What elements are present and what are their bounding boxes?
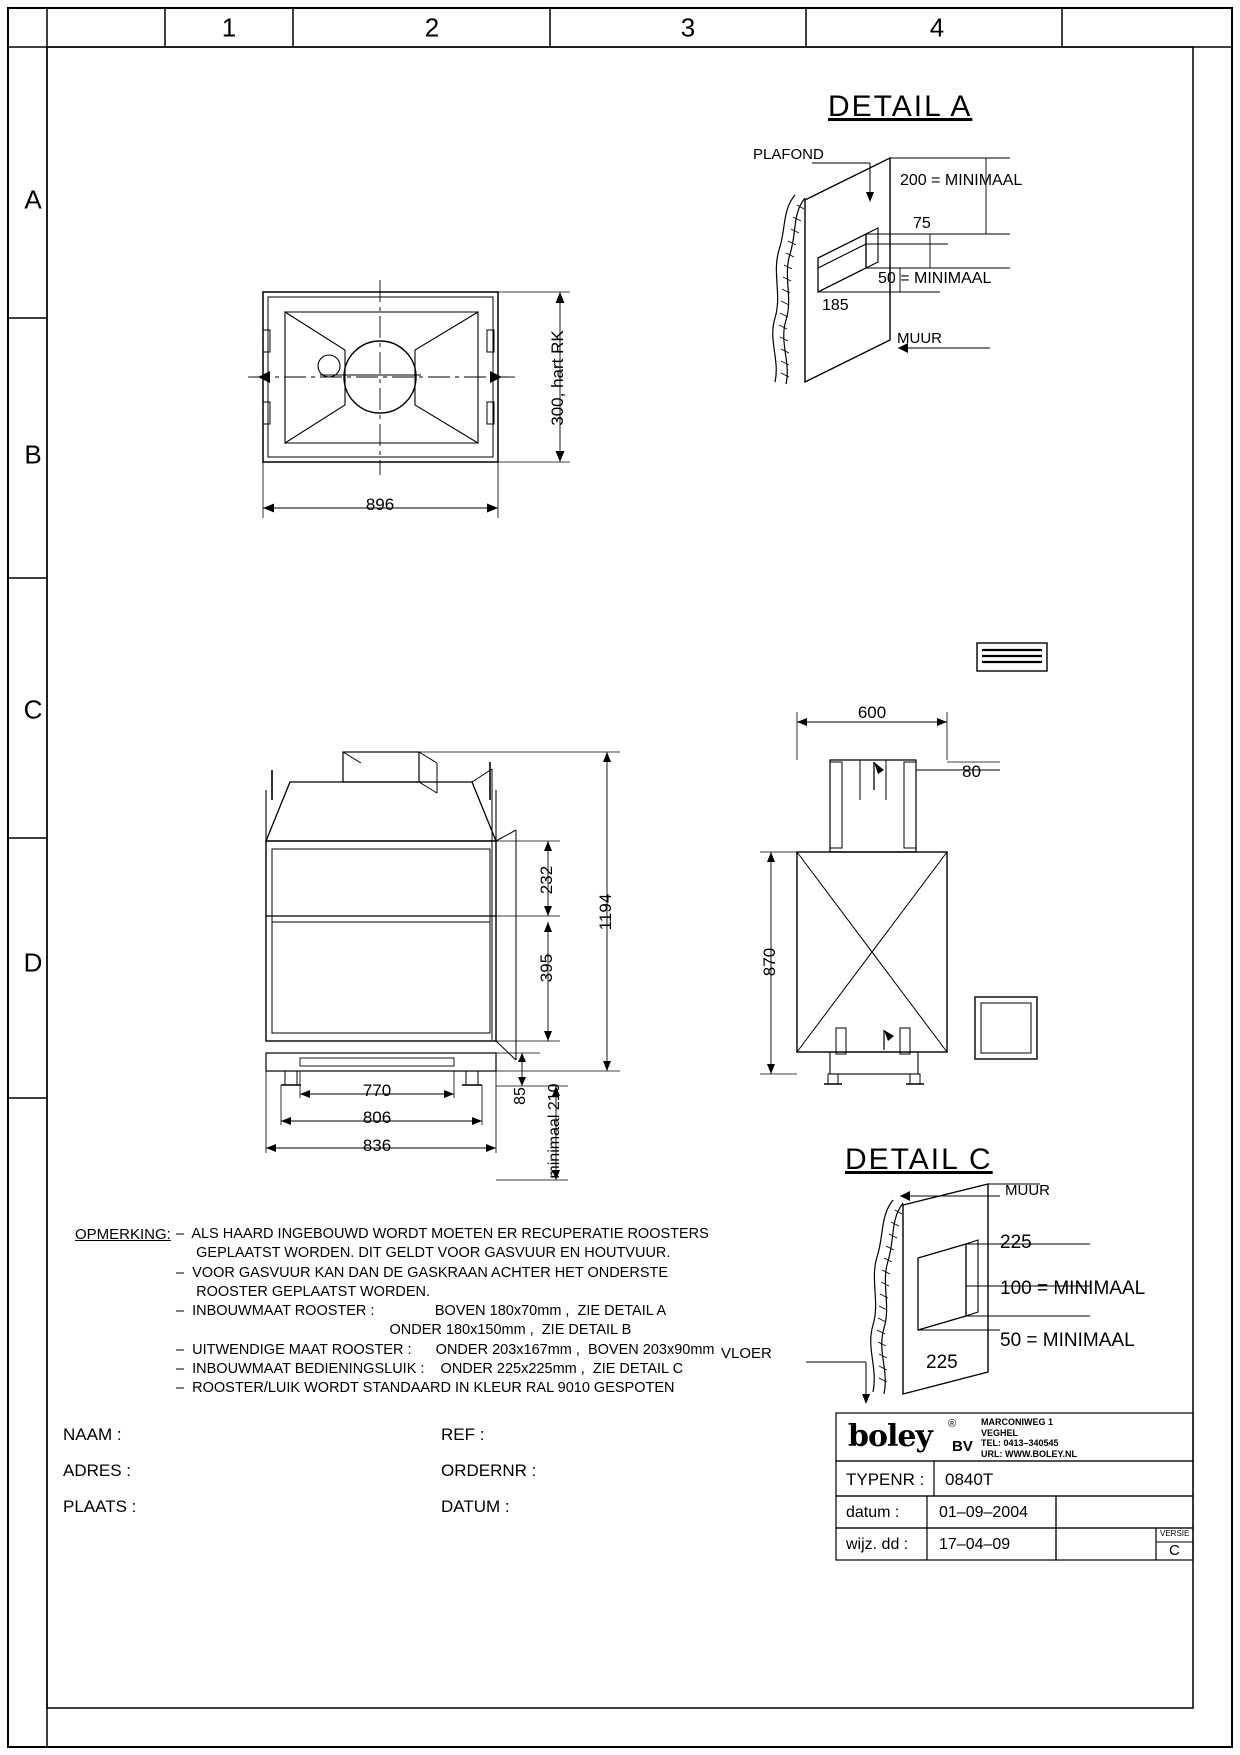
company-address-line: TEL: 0413–340545 <box>981 1438 1059 1448</box>
front-view-dim-836: 836 <box>362 1136 392 1155</box>
notes-heading: OPMERKING: <box>75 1226 171 1243</box>
top-view-dim-896: 896 <box>365 495 395 514</box>
note-line: – ROOSTER/LUIK WORDT STANDAARD IN KLEUR RAL 9010 GESPOTEN <box>176 1380 675 1397</box>
titleblock-label-ordernr: ORDERNR : <box>441 1461 537 1480</box>
datum-label: datum : <box>846 1504 900 1521</box>
company-address-line: MARCONIWEG 1 <box>981 1417 1053 1427</box>
detail-a-dim-50: 50 = MINIMAAL <box>878 270 992 287</box>
titleblock-label-adres: ADRES : <box>63 1461 132 1480</box>
titleblock-label-plaats: PLAATS : <box>63 1497 137 1516</box>
front-view-dim-210: minimaal 210 <box>546 1083 563 1179</box>
detail-a-title: DETAIL A <box>828 90 973 123</box>
note-line: GEPLAATST WORDEN. DIT GELDT VOOR GASVUUR EN HOUTVUUR. <box>176 1245 671 1262</box>
typenr-value: 0840T <box>945 1470 994 1489</box>
column-label-2: 2 <box>424 12 440 43</box>
titleblock-label-ref: REF : <box>441 1425 485 1444</box>
note-line: ROOSTER GEPLAATST WORDEN. <box>176 1283 431 1300</box>
detail-a-dim-185: 185 <box>822 297 849 314</box>
wijz-value: 17–04–09 <box>939 1536 1011 1553</box>
company-address <box>981 1417 1077 1459</box>
registered-icon: ® <box>948 1418 957 1430</box>
detail-c-dim-100: 100 = MINIMAAL <box>1000 1278 1146 1299</box>
front-view-dim-85: 85 <box>512 1087 529 1105</box>
detail-c-dim-225-top: 225 <box>1000 1232 1032 1253</box>
versie-label: VERSIE <box>1160 1529 1190 1538</box>
company-address-line: URL: WWW.BOLEY.NL <box>981 1448 1077 1459</box>
titleblock-label-naam: NAAM : <box>63 1425 122 1444</box>
column-label-1: 1 <box>221 12 237 43</box>
front-view-dim-806: 806 <box>362 1108 392 1127</box>
note-line: – INBOUWMAAT ROOSTER : BOVEN 180x70mm , ZIE DETAIL A <box>176 1303 667 1320</box>
detail-c-vloer-label: VLOER <box>721 1345 772 1362</box>
top-view-dim-300: 300, hart RK <box>548 330 567 426</box>
company-logo: boley <box>848 1419 932 1454</box>
detail-a-plafond-label: PLAFOND <box>753 146 824 163</box>
note-line: – UITWENDIGE MAAT ROOSTER : ONDER 203x167mm , BOVEN 203x90mm <box>176 1341 715 1358</box>
note-line: – INBOUWMAAT BEDIENINGSLUIK : ONDER 225x225mm , ZIE DETAIL C <box>176 1361 684 1378</box>
column-label-3: 3 <box>680 12 696 43</box>
row-label-b: B <box>24 439 42 470</box>
front-view-dim-232: 232 <box>537 865 556 895</box>
side-view-dim-80: 80 <box>962 762 981 781</box>
typenr-label: TYPENR : <box>846 1470 925 1489</box>
detail-c-dim-225-bottom: 225 <box>926 1352 958 1373</box>
detail-a-dim-75: 75 <box>913 215 931 232</box>
row-label-d: D <box>23 947 43 978</box>
side-view-dim-870: 870 <box>760 947 779 977</box>
detail-a-dim-200: 200 = MINIMAAL <box>900 172 1023 189</box>
company-suffix: BV <box>952 1438 973 1455</box>
wijz-label: wijz. dd : <box>846 1536 909 1553</box>
versie-value: C <box>1169 1542 1180 1559</box>
titleblock-label-datum: DATUM : <box>441 1497 510 1516</box>
side-view-dim-600: 600 <box>857 703 887 722</box>
company-address-line: VEGHEL <box>981 1427 1019 1438</box>
column-label-4: 4 <box>929 12 945 43</box>
note-line: – ALS HAARD INGEBOUWD WORDT MOETEN ER RECUPERATIE ROOSTERS <box>176 1226 709 1242</box>
row-label-c: C <box>23 694 43 725</box>
row-label-a: A <box>24 184 42 215</box>
front-view-dim-395: 395 <box>537 953 556 983</box>
detail-c-muur-label: MUUR <box>1005 1182 1050 1199</box>
front-view-dim-770: 770 <box>362 1081 392 1100</box>
note-line: – VOOR GASVUUR KAN DAN DE GASKRAAN ACHTER HET ONDERSTE <box>176 1264 669 1281</box>
note-line: ONDER 180x150mm , ZIE DETAIL B <box>176 1322 632 1339</box>
detail-c-dim-50: 50 = MINIMAAL <box>1000 1330 1135 1351</box>
detail-c-title: DETAIL C <box>845 1143 993 1176</box>
datum-value: 01–09–2004 <box>939 1504 1028 1521</box>
detail-a-muur-label: MUUR <box>897 330 942 347</box>
front-view-dim-1194: 1194 <box>596 893 615 931</box>
